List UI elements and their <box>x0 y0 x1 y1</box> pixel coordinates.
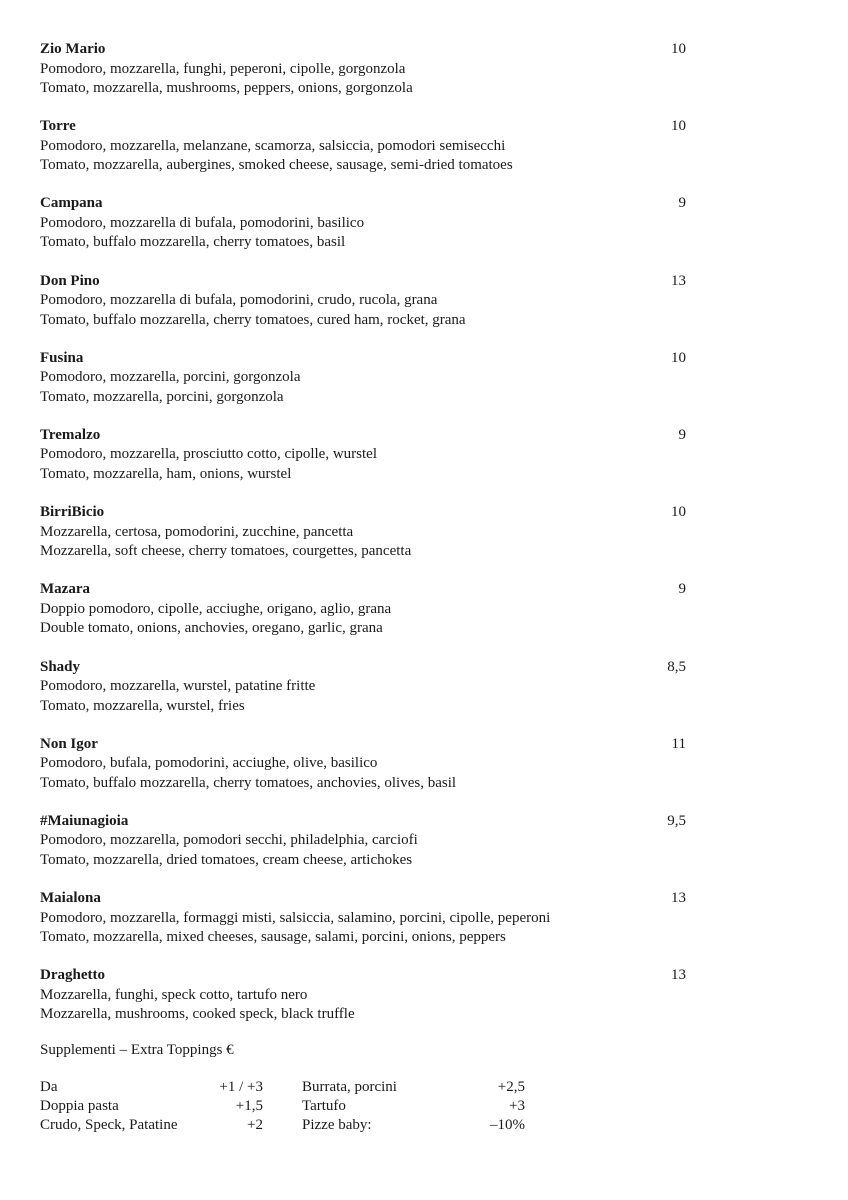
menu-item <box>40 272 688 349</box>
item-ingredients-it: Pomodoro, mozzarella, porcini, gorgonzola <box>40 369 301 386</box>
item-ingredients-en: Tomato, buffalo mozzarella, cherry tomatoes, anchovies, olives, basil <box>40 774 457 791</box>
item-ingredients-it: Pomodoro, bufala, pomodorini, acciughe, olive, basilico <box>40 755 378 772</box>
menu-item <box>40 426 688 503</box>
item-ingredients-it: Pomodoro, mozzarella di bufala, pomodorini, basilico <box>40 214 365 231</box>
menu-item <box>40 966 688 1043</box>
item-ingredients-it: Pomodoro, mozzarella, prosciutto cotto, cipolle, wurstel <box>40 446 378 463</box>
item-ingredients-en: Tomato, mozzarella, porcini, gorgonzola <box>40 388 284 405</box>
supplement-price: +2,5 <box>497 1079 525 1095</box>
item-ingredients-en: Tomato, mozzarella, wurstel, fries <box>40 697 245 714</box>
supplement-price: –10% <box>490 1117 525 1133</box>
supplement-row <box>302 1116 525 1135</box>
item-name: Don Pino <box>40 272 100 289</box>
item-price: 11 <box>671 735 686 752</box>
item-ingredients-it: Pomodoro, mozzarella, wurstel, patatine fritte <box>40 678 316 694</box>
item-price: 8,5 <box>667 658 686 675</box>
item-price: 10 <box>671 118 686 135</box>
item-ingredients-it: Pomodoro, mozzarella, pomodori secchi, philadelphia, carciofi <box>40 832 418 849</box>
item-ingredients-it: Doppio pomodoro, cipolle, acciughe, origano, aglio, grana <box>40 600 392 617</box>
item-price: 10 <box>671 41 686 57</box>
supplement-row <box>302 1078 525 1097</box>
item-name: Draghetto <box>40 967 105 984</box>
item-name: Tremalzo <box>40 426 101 443</box>
item-name: Mazara <box>40 581 90 598</box>
supplement-price: +1,5 <box>235 1098 263 1114</box>
item-ingredients-en: Tomato, mozzarella, mushrooms, peppers, onions, gorgonzola <box>40 80 413 96</box>
item-ingredients-it: Pomodoro, mozzarella, funghi, peperoni, cipolle, gorgonzola <box>40 60 406 77</box>
item-name: #Maiunagioia <box>40 812 129 829</box>
item-name: Zio Mario <box>40 41 106 57</box>
item-ingredients-en: Tomato, buffalo mozzarella, cherry tomatoes, cured ham, rocket, grana <box>40 311 466 328</box>
supplement-label: Tartufo <box>302 1098 346 1114</box>
item-ingredients-it: Pomodoro, mozzarella, melanzane, scamorza, salsiccia, pomodori semisecchi <box>40 137 506 154</box>
item-ingredients-en: Mozzarella, soft cheese, cherry tomatoes, courgettes, pancetta <box>40 543 412 560</box>
menu-item <box>40 194 688 271</box>
supplement-price: +3 <box>509 1098 525 1114</box>
item-name: Non Igor <box>40 735 98 752</box>
supplements-right-column <box>302 1078 525 1135</box>
supplements-left-column <box>40 1078 263 1135</box>
menu-item <box>40 658 688 735</box>
item-ingredients-it: Mozzarella, funghi, speck cotto, tartufo nero <box>40 986 308 1003</box>
menu-item <box>40 40 688 117</box>
item-ingredients-it: Pomodoro, mozzarella, formaggi misti, salsiccia, salamino, porcini, cipolle, peperoni <box>40 909 551 926</box>
supplement-price: +2 <box>247 1117 263 1133</box>
supplement-label: Doppia pasta <box>40 1098 119 1114</box>
pizza-list <box>40 40 688 1043</box>
item-name: Torre <box>40 118 76 135</box>
item-ingredients-it: Pomodoro, mozzarella di bufala, pomodorini, crudo, rucola, grana <box>40 292 438 309</box>
menu-item <box>40 735 688 812</box>
item-price: 10 <box>671 349 686 366</box>
menu-item <box>40 812 688 889</box>
item-ingredients-en: Tomato, mozzarella, dried tomatoes, cream cheese, artichokes <box>40 851 413 868</box>
supplement-label: Burrata, porcini <box>302 1079 397 1095</box>
item-name: Shady <box>40 658 81 675</box>
item-price: 9 <box>678 195 686 212</box>
supplement-label: Crudo, Speck, Patatine <box>40 1117 178 1133</box>
menu-item <box>40 117 688 194</box>
item-price: 13 <box>671 967 686 984</box>
menu-item <box>40 889 688 966</box>
item-name: Campana <box>40 195 103 212</box>
item-name: Maialona <box>40 890 101 907</box>
supplements-title: Supplementi – Extra Toppings € <box>40 1042 234 1058</box>
supplement-row <box>40 1078 263 1097</box>
item-price: 9 <box>678 581 686 598</box>
item-ingredients-en: Tomato, mozzarella, ham, onions, wurstel <box>40 465 292 482</box>
menu-item <box>40 349 688 426</box>
item-ingredients-it: Mozzarella, certosa, pomodorini, zucchine, pancetta <box>40 523 354 540</box>
item-ingredients-en: Tomato, buffalo mozzarella, cherry tomatoes, basil <box>40 234 346 251</box>
item-price: 9,5 <box>667 812 686 829</box>
item-price: 13 <box>671 890 686 907</box>
item-price: 13 <box>671 272 686 289</box>
supplement-row <box>40 1097 263 1116</box>
menu-item <box>40 503 688 580</box>
item-price: 10 <box>671 504 686 521</box>
item-ingredients-en: Double tomato, onions, anchovies, oregano, garlic, grana <box>40 620 383 637</box>
item-name: BirriBicio <box>40 504 105 521</box>
supplement-row <box>302 1097 525 1116</box>
item-ingredients-en: Tomato, mozzarella, aubergines, smoked cheese, sausage, semi-dried tomatoes <box>40 157 513 174</box>
menu-item <box>40 580 688 657</box>
item-ingredients-en: Tomato, mozzarella, mixed cheeses, sausage, salami, porcini, onions, peppers <box>40 929 506 946</box>
item-ingredients-en: Mozzarella, mushrooms, cooked speck, black truffle <box>40 1006 355 1023</box>
item-name: Fusina <box>40 349 84 366</box>
supplement-row <box>40 1116 263 1135</box>
supplement-label: Da <box>40 1079 58 1095</box>
item-price: 9 <box>678 426 686 443</box>
supplement-label: Pizze baby: <box>302 1117 372 1133</box>
supplement-price: +1 / +3 <box>219 1079 263 1095</box>
